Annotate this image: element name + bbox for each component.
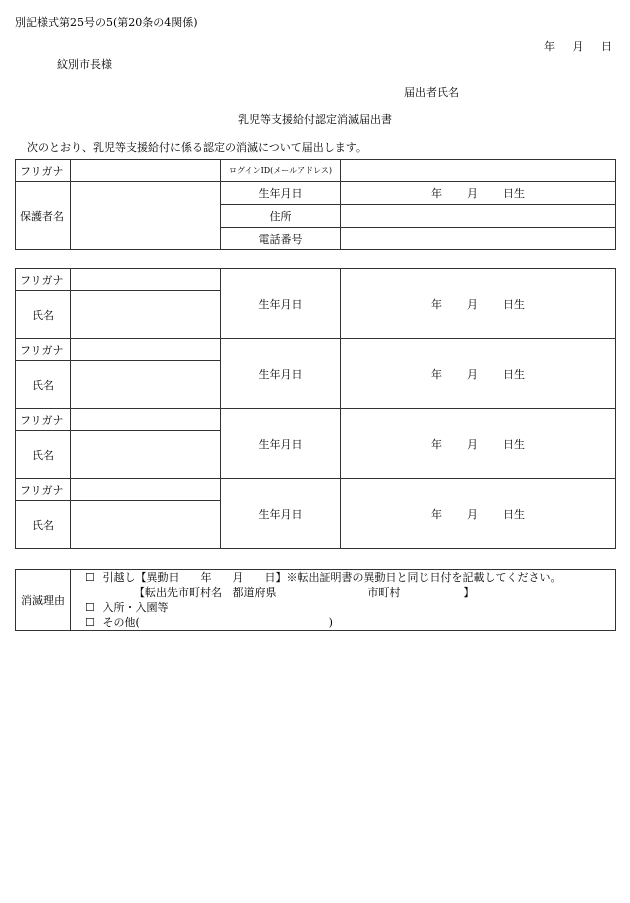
child-name-field[interactable] [71, 361, 221, 409]
guardian-name-field[interactable] [71, 182, 221, 250]
child-dob-day: 日生 [503, 507, 525, 521]
child-dob-label: 生年月日 [221, 339, 341, 409]
guardian-dob-field[interactable] [341, 182, 616, 205]
date-month-label: 月 [572, 40, 584, 53]
reason-moving[interactable] [85, 570, 615, 585]
child-name-label: 氏名 [16, 361, 71, 409]
phone-label: 電話番号 [221, 228, 341, 250]
guardian-dob-year: 年 [431, 187, 442, 200]
child-dob-day: 日生 [503, 297, 525, 311]
child-dob-month: 月 [467, 507, 478, 521]
child-furigana-field[interactable] [71, 269, 221, 291]
children-table [15, 268, 616, 549]
child-furigana-field[interactable] [71, 409, 221, 431]
child-dob-year: 年 [431, 437, 442, 451]
guardian-name-label: 保護者名 [16, 182, 71, 250]
child-furigana-label: フリガナ [16, 339, 71, 361]
reason-destination[interactable] [85, 585, 615, 600]
checkbox-admission[interactable]: ☐ [85, 601, 95, 614]
child-name-field[interactable] [71, 431, 221, 479]
document-title: 乳児等支援給付認定消滅届出書 [238, 113, 392, 126]
other-close: ) [328, 616, 333, 629]
municipality-label: 市町村 [367, 586, 401, 599]
child-name-label: 氏名 [16, 431, 71, 479]
child-name-field[interactable] [71, 291, 221, 339]
child-dob-field[interactable] [341, 479, 616, 549]
child-name-field[interactable] [71, 501, 221, 549]
reason-admission[interactable] [85, 600, 615, 615]
guardian-dob-month: 月 [467, 187, 478, 200]
destination-label: 【転出先市町村名 [133, 586, 222, 599]
child-furigana-label: フリガナ [16, 479, 71, 501]
child-name-label: 氏名 [16, 501, 71, 549]
reason-other[interactable] [85, 615, 615, 630]
date-day-label: 日 [601, 40, 612, 53]
phone-field[interactable] [341, 228, 616, 250]
admission-label: 入所・入園等 [102, 601, 169, 614]
moving-year: 年 [200, 571, 212, 584]
child-dob-day: 日生 [503, 437, 525, 451]
reason-label: 消滅理由 [16, 570, 71, 631]
addressee: 紋別市長様 [57, 58, 112, 71]
guardian-dob-day: 日生 [503, 187, 525, 200]
reason-options [71, 570, 616, 631]
child-dob-field[interactable] [341, 339, 616, 409]
moving-day: 日】 [264, 571, 287, 584]
child-dob-year: 年 [431, 507, 442, 521]
child-dob-label: 生年月日 [221, 269, 341, 339]
reason-table [15, 569, 616, 631]
child-name-label: 氏名 [16, 291, 71, 339]
address-field[interactable] [341, 205, 616, 228]
intro-text: 次のとおり、乳児等支援給付に係る認定の消滅について届出します。 [27, 141, 367, 154]
child-dob-day: 日生 [503, 367, 525, 381]
checkbox-moving[interactable]: ☐ [85, 571, 95, 584]
date-year-label: 年 [544, 40, 555, 53]
checkbox-other[interactable]: ☐ [85, 616, 95, 629]
applicant-name-label: 届出者氏名 [404, 86, 459, 99]
guardian-furigana-field[interactable] [71, 160, 221, 182]
guardian-dob-label: 生年月日 [221, 182, 341, 205]
other-open: その他( [102, 616, 140, 629]
moving-month: 月 [232, 571, 244, 584]
address-label: 住所 [221, 205, 341, 228]
child-furigana-label: フリガナ [16, 409, 71, 431]
child-dob-year: 年 [431, 367, 442, 381]
guardian-furigana-label: フリガナ [16, 160, 71, 182]
moving-note: ※転出証明書の異動日と同じ日付を記載してください。 [286, 571, 562, 584]
child-dob-year: 年 [431, 297, 442, 311]
child-dob-field[interactable] [341, 269, 616, 339]
child-furigana-field[interactable] [71, 479, 221, 501]
form-number: 別記様式第25号の5(第20条の4関係) [15, 16, 198, 29]
prefecture-label: 都道府県 [232, 586, 277, 599]
child-dob-label: 生年月日 [221, 409, 341, 479]
child-dob-label: 生年月日 [221, 479, 341, 549]
login-id-field[interactable] [341, 160, 616, 182]
child-furigana-field[interactable] [71, 339, 221, 361]
guardian-table [15, 159, 616, 250]
destination-close: 】 [463, 586, 475, 599]
child-furigana-label: フリガナ [16, 269, 71, 291]
login-id-label: ログインID(メールアドレス) [221, 160, 341, 182]
submission-date[interactable] [530, 38, 612, 54]
child-dob-month: 月 [467, 367, 478, 381]
moving-prefix: 引越し【異動日 [102, 571, 180, 584]
child-dob-month: 月 [467, 437, 478, 451]
child-dob-field[interactable] [341, 409, 616, 479]
child-dob-month: 月 [467, 297, 478, 311]
